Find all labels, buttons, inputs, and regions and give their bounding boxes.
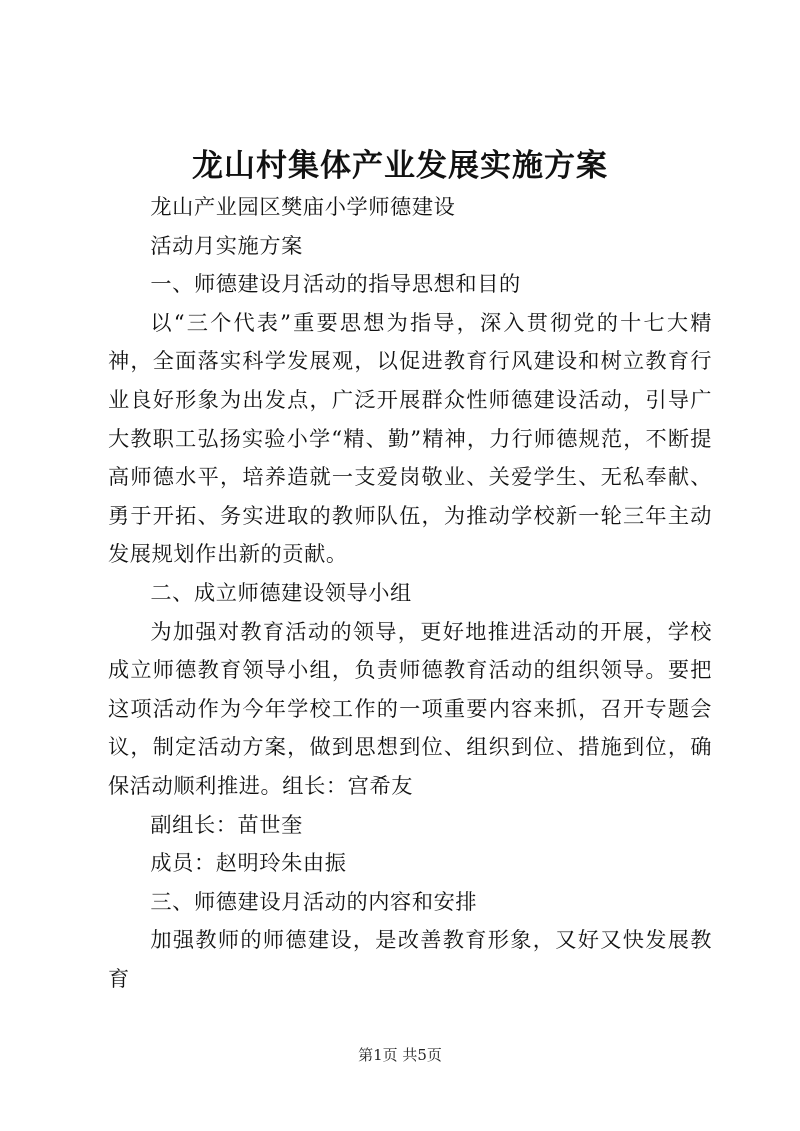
paragraph-content-intro: 加强教师的师德建设，是改善教育形象，又好又快发展教育 [108,927,712,991]
paragraph-school-name: 龙山产业园区樊庙小学师德建设 [150,194,456,219]
document-title: 龙山村集体产业发展实施方案 [192,148,608,184]
section-heading-2: 二、成立师德建设领导小组 [150,579,412,605]
document-body [108,188,712,998]
paragraph-guiding-ideology: 以“三个代表”重要思想为指导，深入贯彻党的十七大精神，全面落实科学发展观，以促进教育行风建设和树立教育行业良好形象为出发点，广泛开展群众性师德建设活动，引导广大教职工弘扬实验小学“精、勤”精神，力行师德规范，不断提高师德水平，培养造就一支爱岗敬业、关爱学生、无私奉献、勇于开拓、务实进取的教师队伍，为推动学校新一轮三年主动发展规划作出新的贡献。 [108,309,712,567]
paragraph-leadership-group: 为加强对教育活动的领导，更好地推进活动的开展，学校成立师德教育领导小组，负责师德教育活动的组织领导。要把这项活动作为今年学校工作的一项重要内容来抓，召开专题会议，制定活动方案，做到思想到位、组织到位、措施到位，确保活动顺利推进。组长：宫希友 [108,618,712,798]
paragraph-plan-subtitle: 活动月实施方案 [150,232,303,258]
section-heading-3: 三、师德建设月活动的内容和安排 [150,888,478,914]
page-number-footer: 第1页 共5页 [358,1046,442,1064]
paragraph-members: 成员：赵明玲朱由振 [150,850,347,876]
paragraph-deputy-leader: 副组长：苗世奎 [150,811,303,837]
section-heading-1: 一、师德建设月活动的指导思想和目的 [150,271,521,297]
